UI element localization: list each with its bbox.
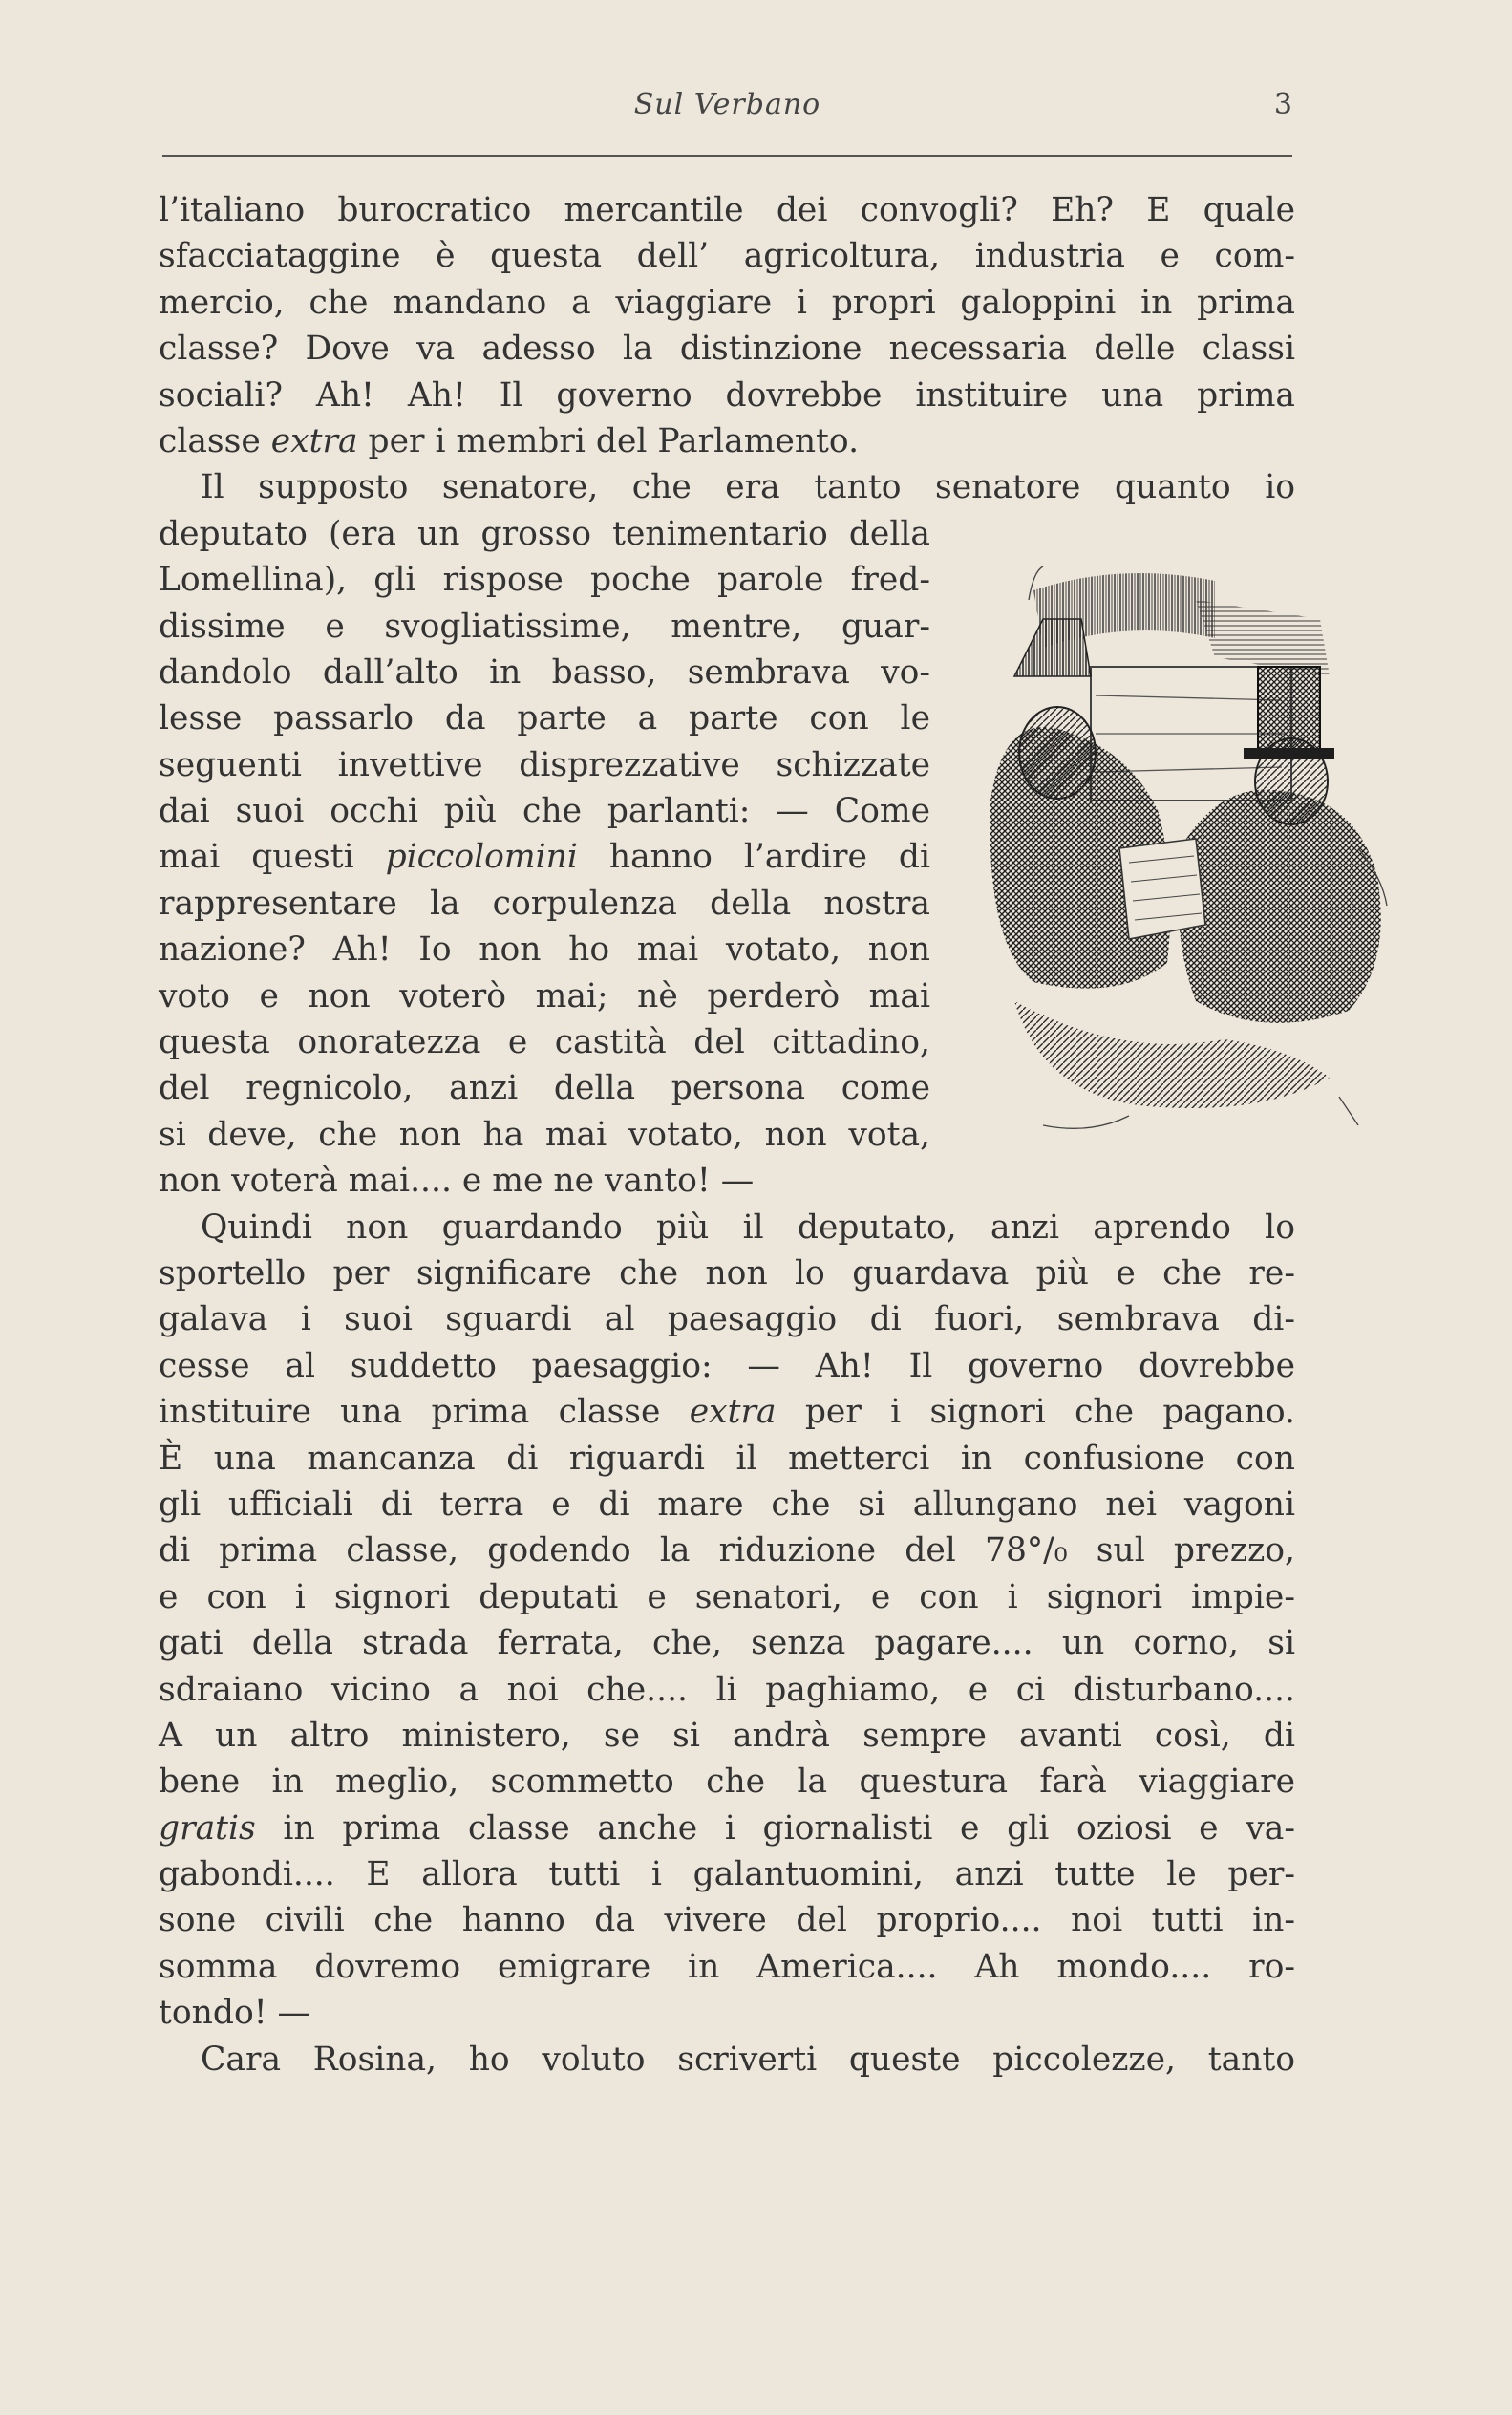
text-line: galava i suoi sguardi al paesaggio di fuori, sembrava di- [159,1300,1295,1339]
running-title: Sul Verbano [633,88,821,121]
text-line [159,1806,1295,1851]
text-line: sportello per significare che non lo guardava più e che re- [159,1253,1295,1293]
text-line: seguenti invettive disprezzative schizzate [159,745,930,784]
engraving-illustration [976,562,1392,1146]
header-rule [162,155,1292,157]
text-line: Lomellina), gli rispose poche parole fred- [159,561,930,600]
text-line: A un altro ministero, se si andrà sempre avanti così, di [159,1716,1295,1755]
text-line: gabondi.... E allora tutti i galantuomini, anzi tutte le per- [159,1855,1295,1894]
italic-word: piccolomini [385,838,578,877]
text-run: hanno l’ardire di [577,838,930,877]
text-line: mercio, che mandano a viaggiare i propri galoppini in prima [159,283,1295,322]
text-line [159,1389,1295,1435]
text-line: cesse al suddetto paesaggio: — Ah! Il governo dovrebbe [159,1346,1295,1385]
text-line: dissime e svogliatissime, mentre, guar- [159,607,930,646]
running-header [162,88,1292,130]
text-line [159,834,930,880]
italic-word: gratis [159,1808,256,1848]
text-run: mai questi [159,838,386,877]
text-line: somma dovremo emigrare in America.... Ah mondo.... ro- [159,1947,1295,1986]
text-line: sfacciataggine è questa dell’ agricoltura, industria e com- [159,237,1295,276]
italic-word: extra [270,421,358,460]
text-line: sdraiano vicino a noi che.... li paghiamo, e ci disturbano.... [159,1670,1295,1709]
text-line: sociali? Ah! Ah! Il governo dovrebbe instituire una prima [159,375,1295,415]
text-line: Cara Rosina, ho voluto scriverti queste piccolezze, tanto [201,2040,1295,2079]
text-line: si deve, che non ha mai votato, non vota, [159,1115,930,1154]
text-line: voto e non voterò mai; nè perderò mai [159,976,930,1015]
text-line: rappresentare la corpulenza della nostra [159,884,930,923]
text-line: dai suoi occhi più che parlanti: — Come [159,792,930,831]
text-run: classe [159,421,271,460]
text-line: Quindi non guardando più il deputato, anzi aprendo lo [201,1208,1295,1247]
text-line: classe? Dove va adesso la distinzione necessaria delle classi [159,330,1295,369]
text-line: bene in meglio, scommetto che la questura farà viaggiare [159,1763,1295,1802]
text-line: deputato (era un grosso tenimentario della [159,514,930,553]
text-line: di prima classe, godendo la riduzione del 78°/₀ sul prezzo, [159,1531,1295,1571]
text-line: nazione? Ah! Io non ho mai votato, non [159,930,930,970]
text-run: in prima classe anche i giornalisti e gli oziosi e va- [255,1808,1295,1848]
italic-word: extra [689,1393,777,1432]
text-line: tondo! — [159,1994,311,2033]
text-run: instituire una prima classe [159,1393,690,1432]
text-run: per i signori che pagano. [776,1393,1295,1432]
text-line: gati della strada ferrata, che, senza pagare.... un corno, si [159,1624,1295,1663]
text-line: È una mancanza di riguardi il metterci in confusione con [159,1439,1295,1478]
text-line: del regnicolo, anzi della persona come [159,1069,930,1108]
text-line [159,418,1295,464]
text-line: l’italiano burocratico mercantile dei convogli? Eh? E quale [159,191,1295,229]
page-number: 3 [1273,88,1292,121]
text-line: sone civili che hanno da vivere del proprio.... noi tutti in- [159,1901,1295,1940]
text-run: per i membri del Parlamento. [357,421,860,460]
text-line: lesse passarlo da parte a parte con le [159,699,930,738]
text-line: Il supposto senatore, che era tanto senatore quanto io [201,468,1295,507]
text-line: dandolo dall’alto in basso, sembrava vo- [159,652,930,692]
text-line: gli ufficiali di terra e di mare che si allungano nei vagoni [159,1485,1295,1524]
text-line: e con i signori deputati e senatori, e con i signori impie- [159,1577,1295,1616]
text-line: questa onoratezza e castità del cittadino, [159,1023,930,1062]
text-line: non voterà mai.... e me ne vanto! — [159,1162,755,1201]
